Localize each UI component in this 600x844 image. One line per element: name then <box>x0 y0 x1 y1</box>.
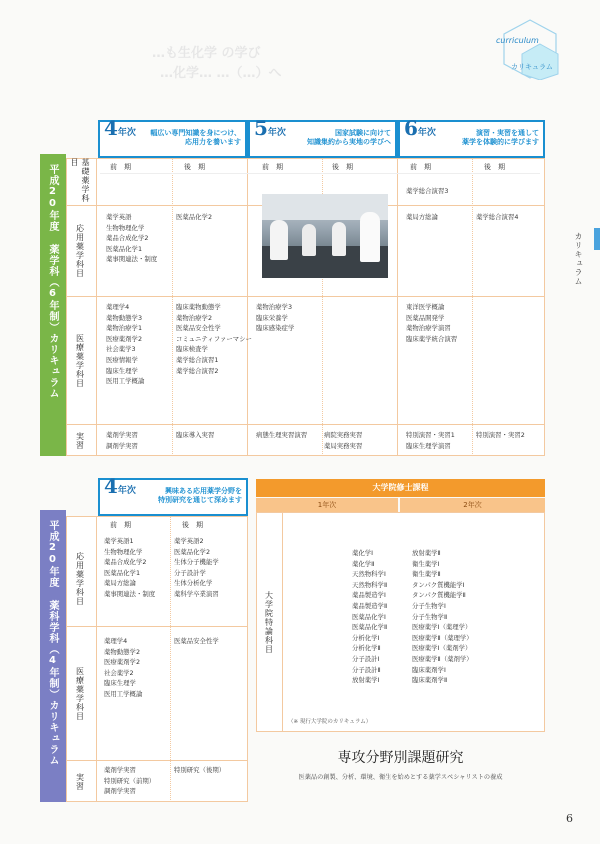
four-year-desc-1: 興味ある応用薬学分野を <box>165 487 242 495</box>
year4-header <box>100 116 245 156</box>
grid-vline-dotted <box>172 158 173 456</box>
graduate-header: 大学院修士課程 <box>256 479 545 497</box>
photo-person <box>360 212 380 262</box>
cell-applied-y4-front: 薬学英語 生物物理化学 薬品合成化学2 医薬品化学1 薬事関連法・制度 <box>106 213 158 264</box>
cell-basic-y6-front: 薬学総合演習3 <box>406 187 449 195</box>
four-year-medical-back: 医薬品安全性学 <box>174 637 219 645</box>
year4-number: 4 <box>104 116 118 140</box>
side-tab-label: カリキュラム <box>574 232 583 286</box>
cell-applied-y4-back: 医薬品化学2 <box>176 213 213 221</box>
graduate-category: 大学院特論科目 <box>264 590 274 654</box>
y5-term-back: 後 期 <box>332 163 353 171</box>
four-year-applied-back: 薬学英語2 医薬品化学2 生体分子機能学 分子設計学 生体分析化学 薬科学卒業演習 <box>174 537 219 598</box>
four-year-desc-2: 特別研究を通じて深めます <box>158 496 242 504</box>
six-year-side-title: 平成20年度 薬学科（6年制）カリキュラム <box>47 164 58 399</box>
y4-term-back: 後 期 <box>184 163 205 171</box>
corner-label-ja: カリキュラム <box>511 63 553 71</box>
corner-label-en: curriculum <box>496 36 539 45</box>
cell-practice-y5-back: 病院実務実習 薬局実務実習 <box>324 431 363 450</box>
y6-term-back: 後 期 <box>484 163 505 171</box>
cell-medical-y5-front: 薬物治療学3 臨床栄養学 臨床感染症学 <box>256 303 295 333</box>
grid-vline <box>397 158 398 456</box>
graduate-list-2: 放射薬学Ⅱ 衛生薬学Ⅰ 衛生薬学Ⅱ タンパク質機能学Ⅰ タンパク質機能学Ⅱ 分子生物学Ⅰ 分子生物学Ⅱ 医療薬学Ⅰ（薬理学） 医療薬学Ⅱ（薬理学） 医療薬学Ⅰ（薬剤学） 医療薬学Ⅱ（薬剤学） 臨床薬剤学Ⅰ 臨床薬剤学Ⅱ <box>412 549 473 685</box>
year6-header <box>400 116 543 156</box>
year5-desc-2: 知識集約から実地の学びへ <box>307 138 391 146</box>
cell-practice-y6-back: 特別演習・実習2 <box>476 431 525 439</box>
year4-suffix: 年次 <box>117 128 136 138</box>
year6-desc-1: 演習・実習を通して <box>476 129 539 137</box>
four-year-medical-front: 薬理学4 薬物動態学2 医療薬剤学2 社会薬学2 臨床生理学 医用工学概論 <box>104 637 143 698</box>
photo-person <box>270 220 288 260</box>
year4-desc-2: 応用力を養います <box>185 138 241 146</box>
four-year-year-header <box>100 474 246 514</box>
photo-person <box>332 222 346 256</box>
four-year-category-medical: 医療薬学科目 <box>75 666 85 721</box>
grid-hline <box>66 424 545 425</box>
y6-term-front: 前 期 <box>410 163 431 171</box>
cell-applied-y6-front: 薬局方総論 <box>406 213 438 221</box>
year4-desc-1: 幅広い専門知識を身につけ、 <box>150 129 241 137</box>
category-medical: 医療薬学科目 <box>75 333 85 388</box>
four-year-side-title: 平成20年度 薬科学科（4年制）カリキュラム <box>47 520 58 766</box>
lab-photo <box>262 194 388 278</box>
four-year-category-practice: 実習 <box>75 772 85 791</box>
page-number: 6 <box>566 812 573 825</box>
year6-suffix: 年次 <box>417 128 436 138</box>
four-year-number: 4 <box>104 474 118 498</box>
graduate-year2: 2年次 <box>400 498 545 512</box>
y4-term-front: 前 期 <box>110 163 131 171</box>
grid-vline-dotted <box>472 158 473 456</box>
special-subtitle: 医薬品の創製、分析、環境、衛生を始めとする薬学スペシャリストの養成 <box>298 774 503 781</box>
four-year-practice-front: 薬剤学実習 特別研究（前期） 調剤学実習 <box>104 766 156 796</box>
cell-practice-y4-front: 薬剤学実習 調剤学実習 <box>106 431 138 450</box>
four-year-applied-front: 薬学英語1 生物物理化学 薬品合成化学2 医薬品化学1 薬局方総論 薬事関連法・制度 <box>104 537 156 598</box>
category-practice: 実習 <box>75 431 85 450</box>
year5-number: 5 <box>254 116 268 140</box>
graduate-grid <box>256 512 545 732</box>
four-year-term-front: 前 期 <box>110 521 131 529</box>
cell-practice-y4-back: 臨床導入実習 <box>176 431 215 439</box>
cell-medical-y4-back: 臨床薬物動態学 薬物治療学2 医薬品安全性学 コミュニティファーマシー 臨床検査学 薬学総合演習1 薬学総合演習2 <box>176 303 252 375</box>
year5-desc-1: 国家試験に向けて <box>335 129 391 137</box>
four-year-suffix: 年次 <box>117 486 136 496</box>
cell-medical-y4-front: 薬理学4 薬物動態学3 薬物治療学1 医療薬剤学2 社会薬学3 医療情報学 臨床生理学 医用工学概論 <box>106 303 145 386</box>
cell-applied-y6-back: 薬学総合演習4 <box>476 213 519 221</box>
four-year-category-applied: 応用薬学科目 <box>75 552 85 606</box>
four-year-practice-back: 特別研究（後期） <box>174 766 226 774</box>
grid-hline <box>66 296 545 297</box>
photo-person <box>302 224 316 256</box>
grid-vline <box>282 512 283 732</box>
category-basic: 基礎薬学科目 <box>70 158 90 203</box>
faded-header-line-1: …も生化学 の学び <box>152 46 261 61</box>
grid-vline <box>96 158 97 456</box>
cell-practice-y6-front: 特別演習・実習1 臨床生理学演習 <box>406 431 455 450</box>
year6-desc-2: 薬学を体験的に学びます <box>462 138 539 146</box>
year6-number: 6 <box>404 116 418 140</box>
term-underline <box>100 173 540 174</box>
category-applied: 応用薬学科目 <box>75 224 85 278</box>
graduate-list-1: 薬化学Ⅰ 薬化学Ⅱ 天然物科学Ⅰ 天然物科学Ⅱ 薬品製造学Ⅰ 薬品製造学Ⅱ 医薬品化学Ⅰ 医薬品化学Ⅱ 分析化学Ⅰ 分析化学Ⅱ 分子設計Ⅰ 分子設計Ⅱ 放射薬学Ⅰ <box>352 549 388 685</box>
special-title: 専攻分野別課題研究 <box>337 750 464 766</box>
side-tab-marker <box>594 228 600 250</box>
y5-term-front: 前 期 <box>262 163 283 171</box>
cell-practice-y5-front: 病態生理実習演習 <box>256 431 308 439</box>
cell-medical-y6-front: 東洋医学概論 医薬品開発学 薬物治療学演習 臨床薬学統合演習 <box>406 303 458 343</box>
graduate-year1: 1年次 <box>256 498 398 512</box>
year5-header <box>250 116 395 156</box>
faded-header-line-2: …化学… …（…）へ <box>160 66 282 81</box>
year5-suffix: 年次 <box>267 128 286 138</box>
four-year-term-back: 後 期 <box>182 521 203 529</box>
graduate-note: （※ 現行大学院のカリキュラム） <box>288 719 372 725</box>
